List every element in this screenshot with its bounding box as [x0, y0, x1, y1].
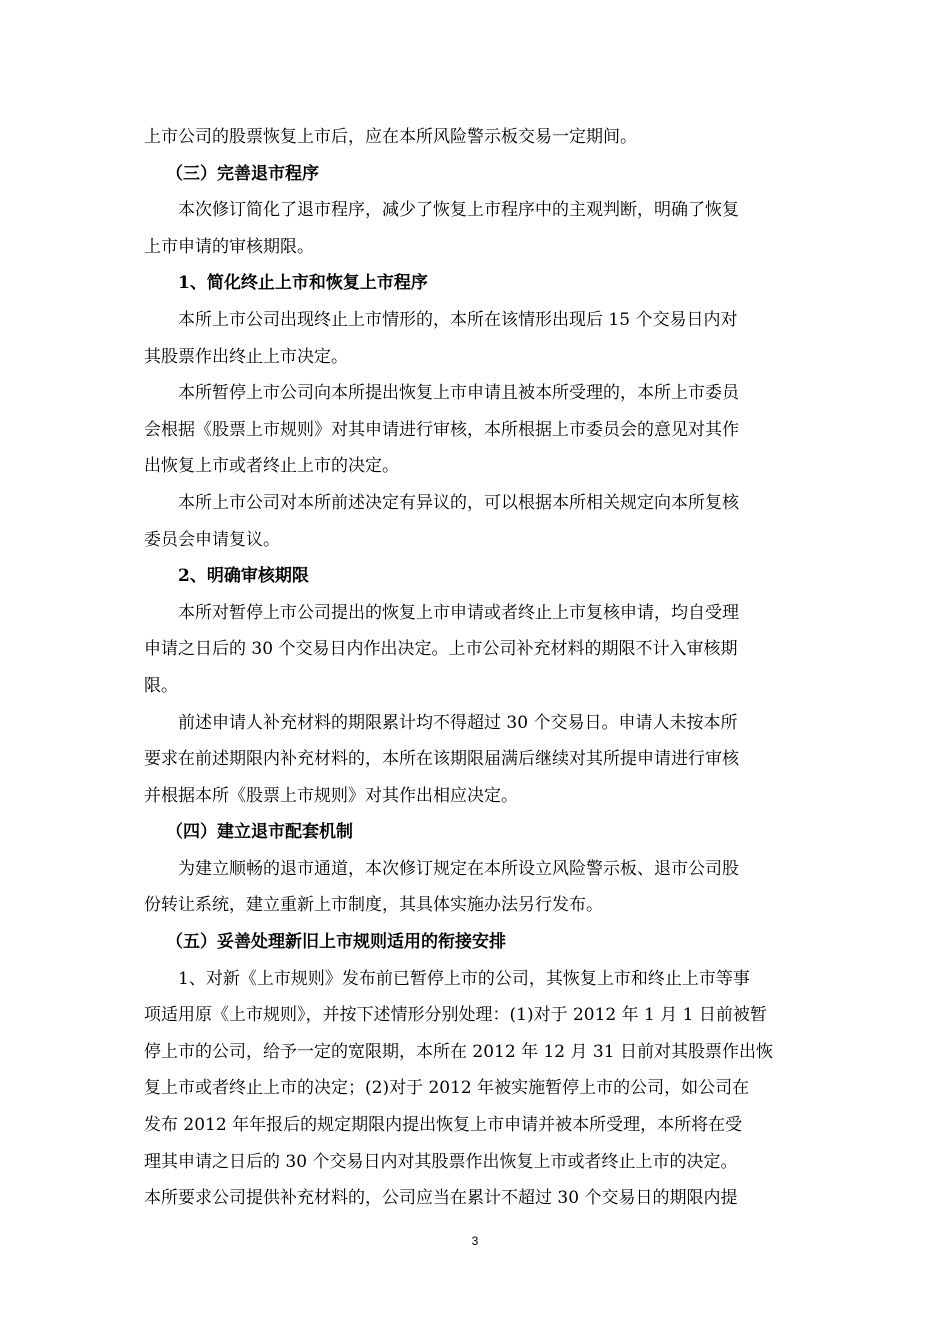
section-heading: （五）妥善处理新旧上市规则适用的衔接安排 [166, 932, 506, 953]
text-line: 本次修订简化了退市程序，减少了恢复上市程序中的主观判断，明确了恢复 [178, 200, 739, 221]
text-line: 申请之日后的 30 个交易日内作出决定。上市公司补充材料的期限不计入审核期 [144, 639, 738, 660]
text-line: 理其申请之日后的 30 个交易日内对其股票作出恢复上市或者终止上市的决定。 [144, 1151, 738, 1172]
text-line: 为建立顺畅的退市通道，本次修订规定在本所设立风险警示板、退市公司股 [178, 858, 739, 879]
text-line: 会根据《股票上市规则》对其申请进行审核，本所根据上市委员会的意见对其作 [144, 419, 739, 440]
text-line: 1、对新《上市规则》发布前已暂停上市的公司，其恢复上市和终止上市等事 [178, 968, 750, 989]
text-line: 前述申请人补充材料的期限累计均不得超过 30 个交易日。申请人未按本所 [178, 712, 738, 733]
text-line: 委员会申请复议。 [144, 529, 280, 550]
section-heading: （四）建立退市配套机制 [166, 822, 353, 843]
text-line: 份转让系统，建立重新上市制度，其具体实施办法另行发布。 [144, 895, 603, 916]
text-line: 上市申请的审核期限。 [144, 236, 314, 257]
text-line: 要求在前述期限内补充材料的，本所在该期限届满后继续对其所提申请进行审核 [144, 749, 739, 770]
page-number: 3 [471, 1234, 479, 1248]
document-body [144, 119, 808, 1217]
text-line: 本所上市公司出现终止上市情形的，本所在该情形出现后 15 个交易日内对 [178, 309, 738, 330]
text-line: 上市公司的股票恢复上市后，应在本所风险警示板交易一定期间。 [144, 127, 637, 147]
text-line: 本所对暂停上市公司提出的恢复上市申请或者终止上市复核申请，均自受理 [178, 602, 739, 623]
section-heading: 2、明确审核期限 [178, 566, 309, 587]
text-line: 出恢复上市或者终止上市的决定。 [144, 456, 399, 477]
text-line: 发布 2012 年年报后的规定期限内提出恢复上市申请并被本所受理，本所将在受 [144, 1115, 743, 1136]
text-line: 其股票作出终止上市决定。 [144, 346, 348, 367]
section-heading: （三）完善退市程序 [166, 163, 319, 184]
text-line: 项适用原《上市规则》，并按下述情形分别处理：(1)对于 2012 年 1 月 1 日前被暂 [144, 1005, 767, 1026]
text-line: 复上市或者终止上市的决定；(2)对于 2012 年被实施暂停上市的公司，如公司在 [144, 1078, 750, 1099]
text-line: 限。 [144, 675, 178, 696]
text-line: 本所暂停上市公司向本所提出恢复上市申请且被本所受理的，本所上市委员 [178, 383, 739, 404]
text-line: 并根据本所《股票上市规则》对其作出相应决定。 [144, 785, 518, 806]
text-line: 停上市的公司，给予一定的宽限期，本所在 2012 年 12 月 31 日前对其股票作出恢 [144, 1041, 773, 1062]
section-heading: 1、简化终止上市和恢复上市程序 [178, 273, 428, 294]
text-line: 本所上市公司对本所前述决定有异议的，可以根据本所相关规定向本所复核 [178, 492, 739, 513]
text-line: 本所要求公司提供补充材料的，公司应当在累计不超过 30 个交易日的期限内提 [144, 1188, 738, 1209]
